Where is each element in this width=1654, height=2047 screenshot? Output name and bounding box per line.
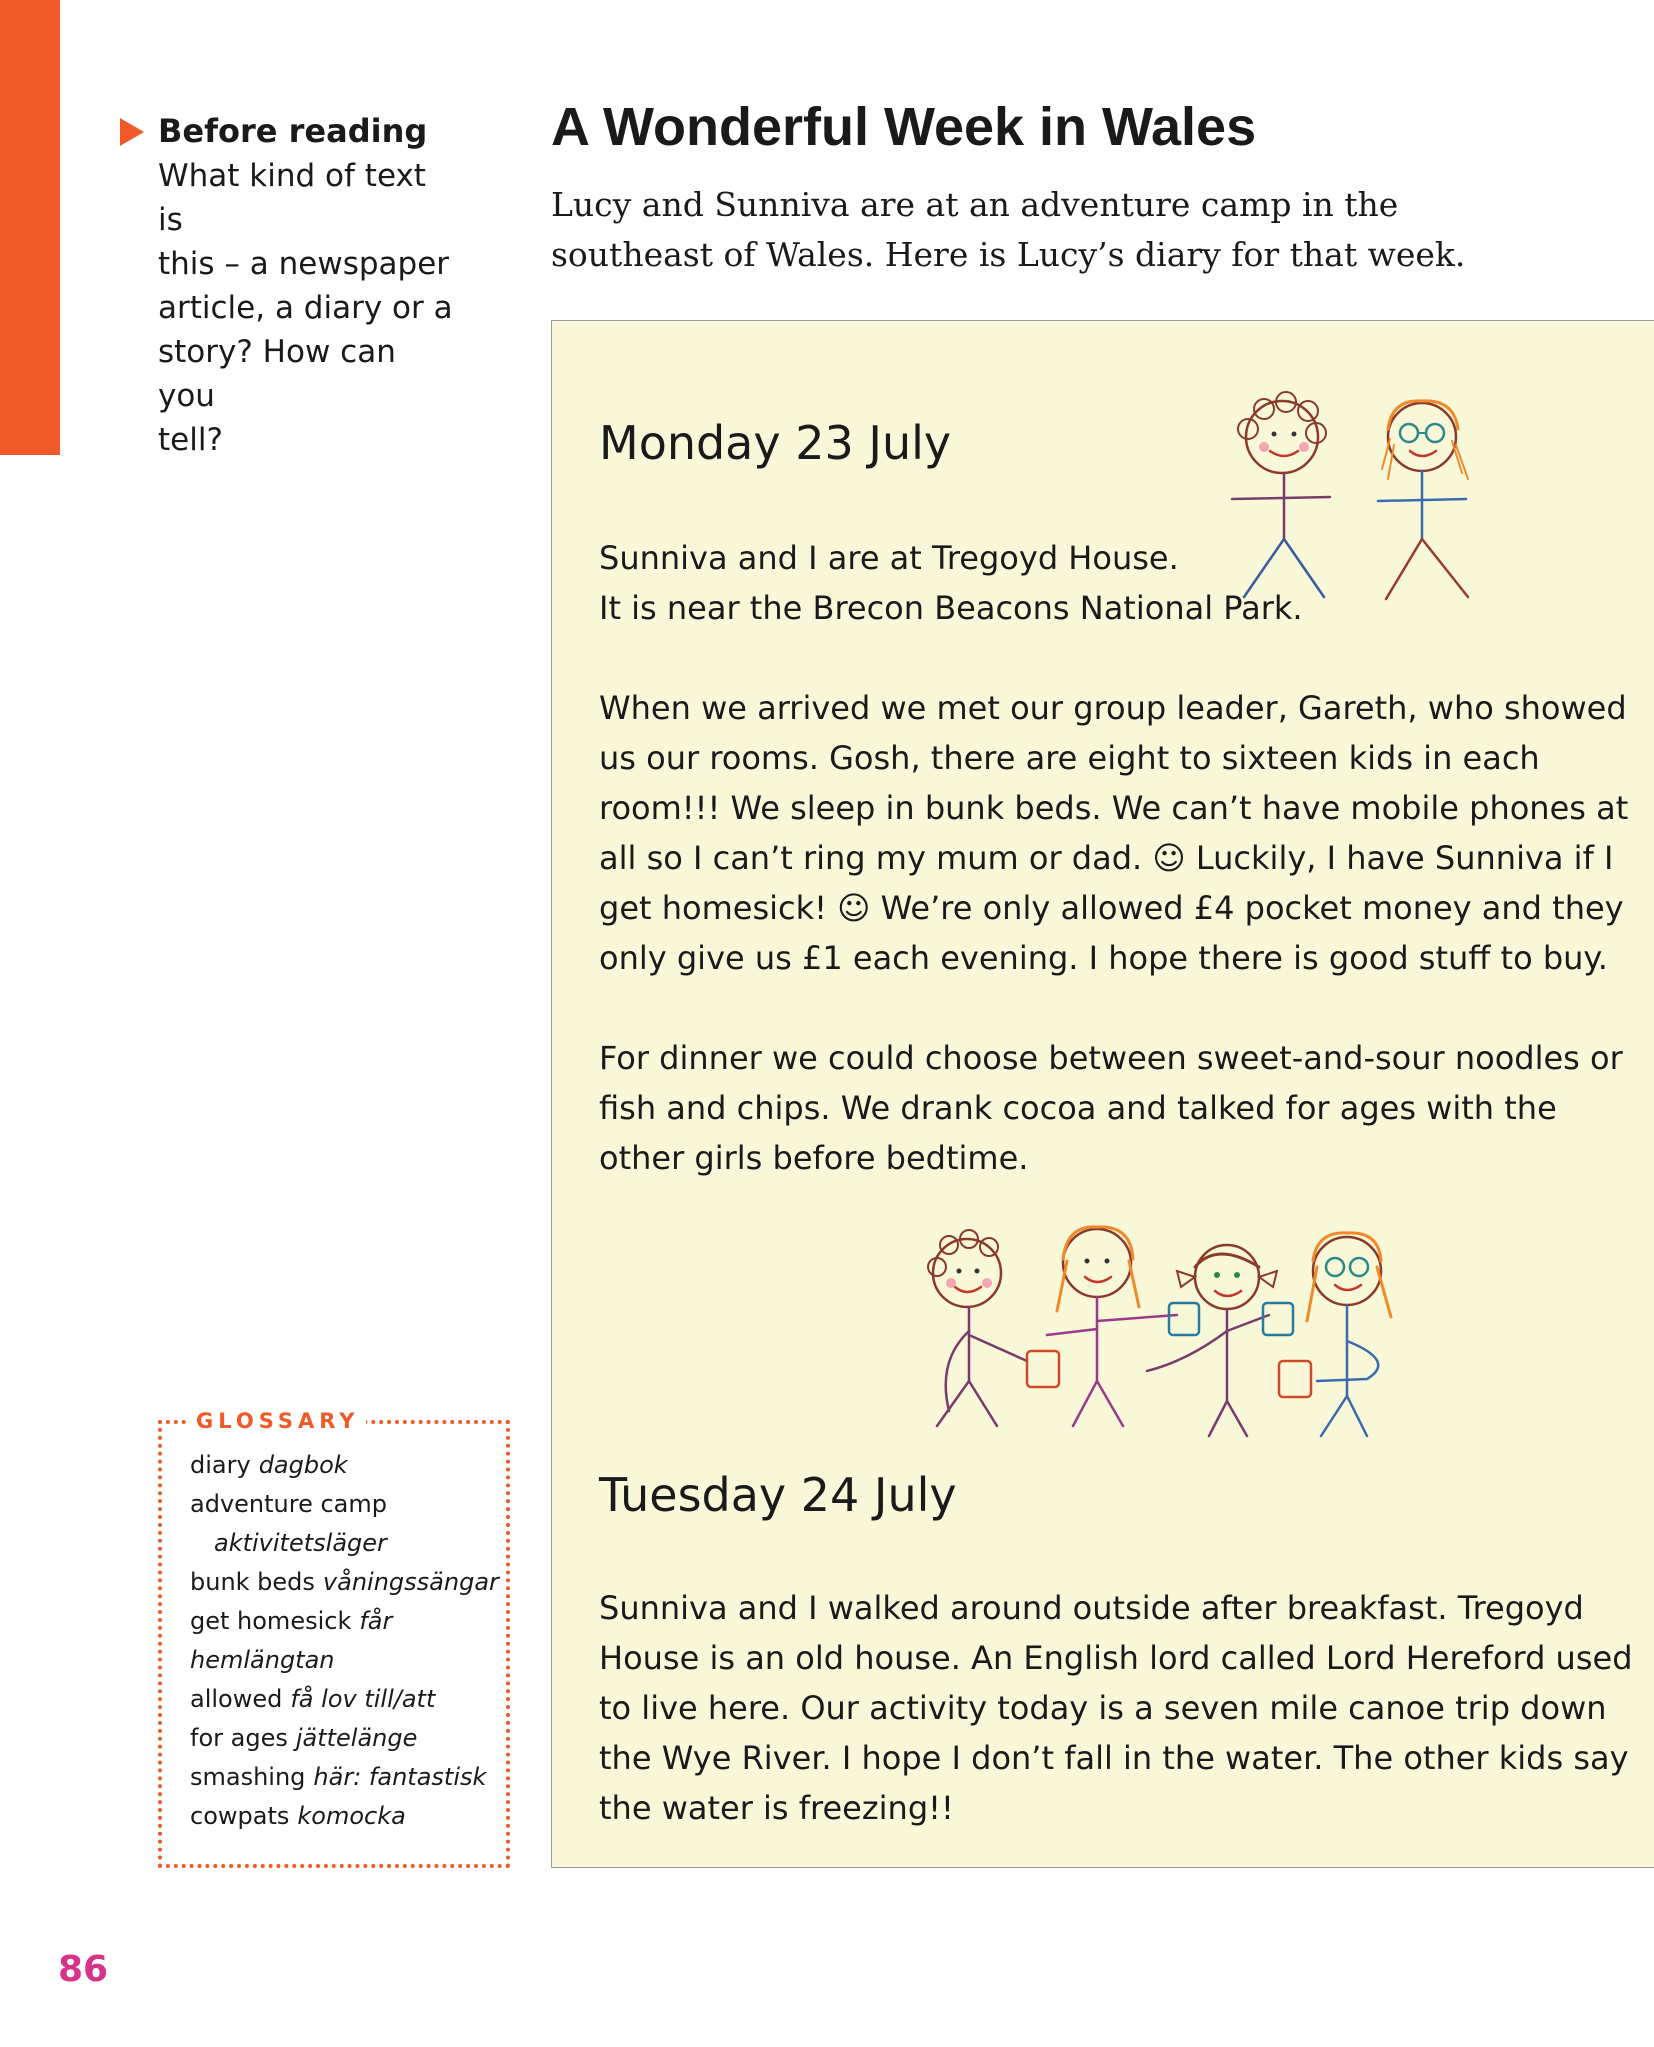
text-line: all so I can’t ring my mum or dad. ☺ Luckily, I have Sunniva if I bbox=[599, 839, 1614, 877]
glossary-entry bbox=[190, 1563, 510, 1602]
glossary-entry bbox=[190, 1758, 510, 1797]
glossary-term: for ages bbox=[190, 1724, 288, 1752]
monday-paragraph-3 bbox=[599, 1033, 1623, 1183]
intro-line: southeast of Wales. Here is Lucy’s diary for that week. bbox=[551, 235, 1466, 274]
glossary-translation: dagbok bbox=[258, 1451, 348, 1479]
text-line: the water is freezing!! bbox=[599, 1789, 954, 1827]
chapter-color-tab bbox=[0, 0, 60, 455]
glossary-translation: aktivitetsläger bbox=[214, 1529, 387, 1557]
glossary-translation: här: fantastisk bbox=[313, 1763, 487, 1791]
question-line: this – a newspaper bbox=[158, 246, 450, 282]
text-line: room!!! We sleep in bunk beds. We can’t have mobile phones at bbox=[599, 789, 1629, 827]
glossary-term: get homesick bbox=[190, 1607, 352, 1635]
glossary-translation: komocka bbox=[297, 1802, 406, 1830]
glossary-translation: jättelänge bbox=[295, 1724, 418, 1752]
question-line: story? How can you bbox=[158, 334, 396, 414]
monday-paragraph-2 bbox=[599, 683, 1629, 983]
page-number: 86 bbox=[58, 1949, 109, 1990]
glossary-list bbox=[190, 1446, 510, 1836]
text-line: For dinner we could choose between sweet-and-sour noodles or bbox=[599, 1039, 1623, 1077]
monday-heading: Monday 23 July bbox=[599, 416, 952, 470]
glossary-term: diary bbox=[190, 1451, 251, 1479]
page-title: A Wonderful Week in Wales bbox=[551, 97, 1257, 157]
glossary-entry bbox=[190, 1797, 510, 1836]
text-line: Sunniva and I are at Tregoyd House. bbox=[599, 539, 1179, 577]
glossary-entry bbox=[190, 1719, 510, 1758]
before-reading-question bbox=[158, 154, 458, 462]
text-line: us our rooms. Gosh, there are eight to sixteen kids in each bbox=[599, 739, 1540, 777]
glossary-entry bbox=[190, 1485, 510, 1563]
text-line: Sunniva and I walked around outside after breakfast. Tregoyd bbox=[599, 1589, 1584, 1627]
text-line: other girls before bedtime. bbox=[599, 1139, 1029, 1177]
glossary-term: smashing bbox=[190, 1763, 306, 1791]
glossary-label: GLOSSARY bbox=[190, 1407, 366, 1435]
before-reading-heading: Before reading bbox=[158, 112, 428, 150]
text-line: get homesick! ☺ We’re only allowed £4 pocket money and they bbox=[599, 889, 1624, 927]
intro-line: Lucy and Sunniva are at an adventure camp in the bbox=[551, 185, 1399, 224]
text-line: fish and chips. We drank cocoa and talked for ages with the bbox=[599, 1089, 1557, 1127]
glossary-term: bunk beds bbox=[190, 1568, 315, 1596]
glossary-entry bbox=[190, 1680, 510, 1719]
glossary-term: allowed bbox=[190, 1685, 283, 1713]
question-line: tell? bbox=[158, 422, 223, 458]
text-line: House is an old house. An English lord called Lord Hereford used bbox=[599, 1639, 1633, 1677]
monday-paragraph-1 bbox=[599, 533, 1559, 633]
glossary-term: adventure camp bbox=[190, 1490, 387, 1518]
intro-text bbox=[551, 180, 1571, 280]
glossary-box bbox=[158, 1409, 510, 1868]
tuesday-heading: Tuesday 24 July bbox=[599, 1468, 957, 1522]
text-line: only give us £1 each evening. I hope there is good stuff to buy. bbox=[599, 939, 1608, 977]
glossary-term: cowpats bbox=[190, 1802, 290, 1830]
question-line: What kind of text is bbox=[158, 158, 426, 238]
question-line: article, a diary or a bbox=[158, 290, 453, 326]
text-line: the Wye River. I hope I don’t fall in the water. The other kids say bbox=[599, 1739, 1629, 1777]
glossary-entry bbox=[190, 1602, 510, 1680]
glossary-entry bbox=[190, 1446, 510, 1485]
glossary-translation: får hemlängtan bbox=[190, 1607, 393, 1674]
glossary-translation: få lov till/att bbox=[290, 1685, 436, 1713]
play-arrow-icon bbox=[120, 118, 144, 146]
tuesday-paragraph-1 bbox=[599, 1583, 1633, 1833]
diary-panel bbox=[551, 320, 1654, 1868]
girls-drinking-cocoa-illustration bbox=[897, 1211, 1417, 1441]
text-line: It is near the Brecon Beacons National Park. bbox=[599, 589, 1303, 627]
text-line: When we arrived we met our group leader, Gareth, who showed bbox=[599, 689, 1627, 727]
text-line: to live here. Our activity today is a seven mile canoe trip down bbox=[599, 1689, 1607, 1727]
glossary-translation: våningssängar bbox=[322, 1568, 499, 1596]
